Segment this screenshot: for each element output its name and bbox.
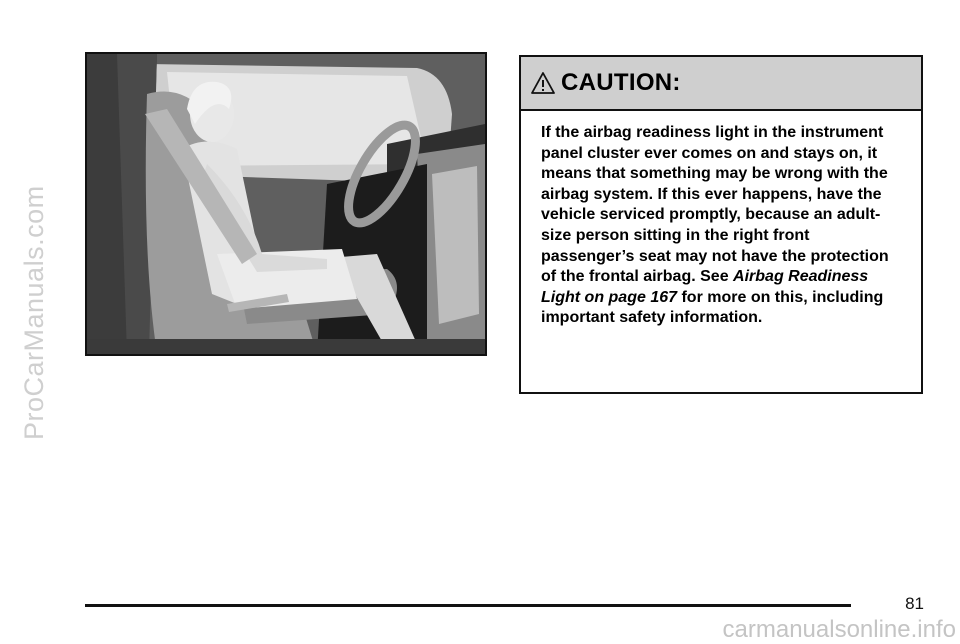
passenger-seat-illustration: [85, 52, 487, 356]
caution-title: CAUTION:: [561, 69, 681, 96]
footer-watermark: carmanualsonline.info: [722, 616, 956, 643]
caution-box: [519, 55, 923, 394]
caution-header: [521, 57, 921, 111]
illustration-graphic: [87, 54, 485, 354]
caution-text: [521, 111, 921, 329]
caution-body-intro: If the airbag readiness light in the instrument panel cluster ever comes on and stays on, it means that something may be wrong with the airbag system. If this ever happens, have the vehicle serviced promptly, because an adult-size person sitting in the right front passenger’s seat may not have the protection of the frontal airbag. See: [541, 124, 889, 286]
side-watermark: ProCarManuals.com: [19, 185, 49, 440]
footer-rule: [85, 604, 851, 607]
warning-triangle-icon: [531, 71, 555, 95]
page-number: 81: [905, 594, 924, 613]
page-reference-link[interactable]: Airbag Readiness Light on page 167: [541, 268, 869, 306]
caution-body-outro: for more on this, including important safety information.: [541, 288, 884, 327]
